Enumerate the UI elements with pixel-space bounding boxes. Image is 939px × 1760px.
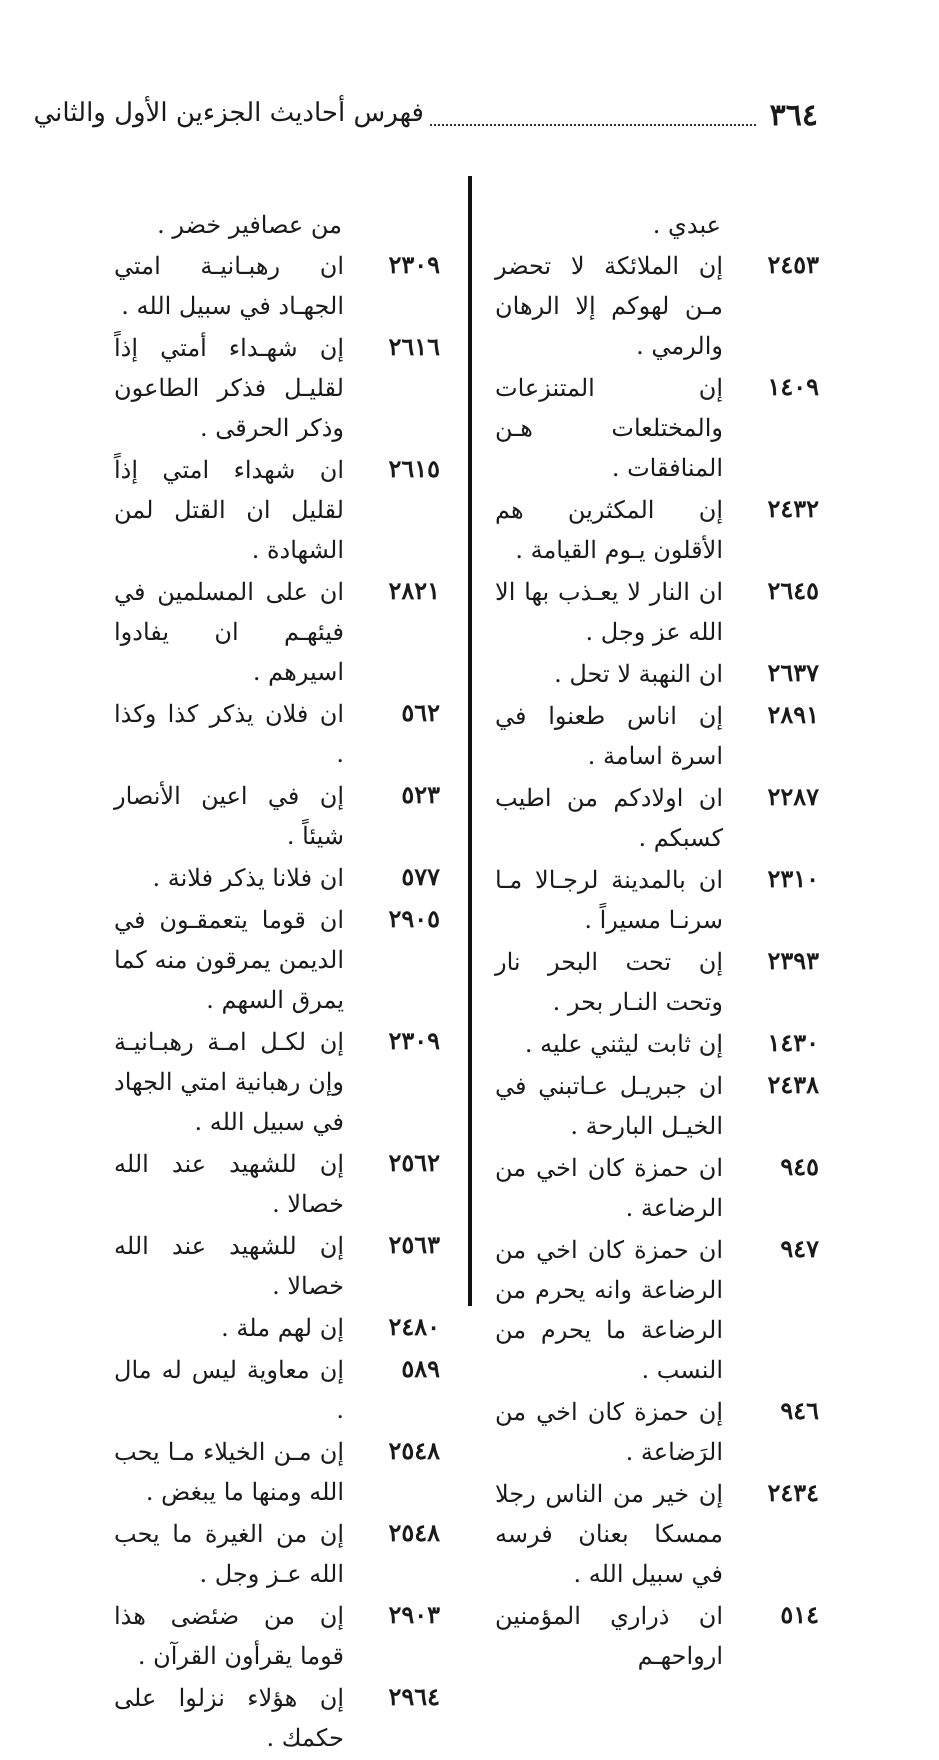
hadith-opening-text: إن اناس طعنوا في اسرة اسامة . xyxy=(495,702,723,770)
hadith-number: ٢٥٦٣ xyxy=(388,1230,440,1259)
index-entry xyxy=(495,572,823,652)
hadith-opening-text: إن المتنزعات والمختلعات هـن المنافقات . xyxy=(495,374,723,482)
index-entry xyxy=(114,858,444,898)
hadith-opening-text: ان النهبة لا تحل . xyxy=(554,660,723,688)
hadith-number: ٢٩٠٥ xyxy=(388,904,440,933)
index-entry xyxy=(114,776,444,856)
hadith-opening-text: إن للشهيد عند الله خصالا . xyxy=(114,1232,344,1300)
right-column xyxy=(495,206,823,1678)
hadith-number: ٢٣٠٩ xyxy=(388,250,440,279)
index-entry xyxy=(114,1678,444,1758)
hadith-opening-text: إن هؤلاء نزلوا على حكمك . xyxy=(114,1684,344,1752)
index-entry xyxy=(495,1066,823,1146)
hadith-number: ٢٤٣٢ xyxy=(767,494,819,523)
hadith-opening-text: ان رهبـانيـة امتي الجهـاد في سبيل الله . xyxy=(114,252,344,320)
index-entry xyxy=(495,1392,823,1472)
index-entry xyxy=(495,490,823,570)
index-entry xyxy=(114,246,444,326)
hadith-number: ٥٦٢ xyxy=(401,698,440,727)
index-entry xyxy=(495,696,823,776)
hadith-opening-text: إن في اعين الأنصار شيئاً . xyxy=(114,782,344,850)
hadith-number: ٢٤٣٨ xyxy=(767,1070,819,1099)
hadith-opening-text: ان على المسلمين في فيئهـم ان يفادوا اسيرهم . xyxy=(114,578,344,686)
index-entry xyxy=(114,450,444,570)
hadith-number: ٥٢٣ xyxy=(401,780,440,809)
hadith-opening-text: ان فلان يذكر كذا وكذا . xyxy=(114,700,344,768)
hadith-number: ٢٥٤٨ xyxy=(388,1436,440,1465)
hadith-opening-text: ان حمزة كان اخي من الرضاعة . xyxy=(495,1154,723,1222)
hadith-number: ٢٦٣٧ xyxy=(767,658,819,687)
hadith-opening-text: إن لكـل امـة رهبـانيـة وإن رهبانية امتي الجهاد في سبيل الله . xyxy=(114,1028,344,1136)
hadith-opening-text: ان بالمدينة لرجـالا مـا سرنـا مسيراً . xyxy=(495,866,723,934)
hadith-number: ٥١٤ xyxy=(780,1600,819,1629)
hadith-number: ٢٩٠٣ xyxy=(388,1600,440,1629)
index-entry xyxy=(495,1596,823,1676)
hadith-opening-text: إن المكثرين هم الأقلون يـوم القيامة . xyxy=(495,496,723,564)
index-entry xyxy=(495,1024,823,1064)
hadith-number: ٢٦٤٥ xyxy=(767,576,819,605)
continuation-line: عبدي . xyxy=(652,211,721,239)
index-entry xyxy=(114,1596,444,1676)
hadith-opening-text: إن من ضئضى هذا قوما يقرأون القرآن . xyxy=(114,1602,344,1670)
index-entry xyxy=(114,1308,444,1348)
index-entry xyxy=(495,778,823,858)
index-entry xyxy=(114,572,444,692)
hadith-opening-text: إن الملائكة لا تحضر مـن لهوكم إلا الرهان والرمي . xyxy=(495,252,723,360)
index-entry xyxy=(114,1432,444,1512)
index-entry xyxy=(114,1144,444,1224)
hadith-opening-text: إن حمزة كان اخي من الرَضاعة . xyxy=(495,1398,723,1466)
hadith-number: ٢٢٨٧ xyxy=(767,782,819,811)
hadith-opening-text: إن ثابت ليثني عليه . xyxy=(524,1030,723,1058)
hadith-number: ٢٩٦٤ xyxy=(388,1682,440,1711)
hadith-number: ٥٧٧ xyxy=(401,862,440,891)
index-entry xyxy=(495,1474,823,1594)
page-header xyxy=(33,98,818,148)
index-entry xyxy=(495,368,823,488)
hadith-number: ٢٥٤٨ xyxy=(388,1518,440,1547)
column-divider xyxy=(468,176,472,1306)
hadith-number: ٥٨٩ xyxy=(401,1354,440,1383)
index-entry xyxy=(114,694,444,774)
hadith-number: ٢٦١٥ xyxy=(388,454,440,483)
hadith-number: ١٤٣٠ xyxy=(767,1028,819,1057)
hadith-number: ٢٤٨٠ xyxy=(388,1312,440,1341)
running-title: فهرس أحاديث الجزءين الأول والثاني xyxy=(33,98,424,128)
index-entry xyxy=(114,1226,444,1306)
hadith-opening-text: ان جبريـل عـاتبني في الخيـل البارحة . xyxy=(495,1072,723,1140)
index-entry xyxy=(495,246,823,366)
hadith-opening-text: ان ذراري المؤمنين ارواحهـم xyxy=(495,1602,723,1670)
hadith-opening-text: إن تحت البحر نار وتحت النـار بحر . xyxy=(495,948,723,1016)
hadith-number: ٢٨٢١ xyxy=(388,576,440,605)
hadith-opening-text: إن للشهيد عند الله خصالا . xyxy=(114,1150,344,1218)
hadith-opening-text: إن لهم ملة . xyxy=(221,1314,344,1342)
hadith-opening-text: ان شهداء امتي إذاً لقليل ان القتل لمن الشهادة . xyxy=(114,456,344,564)
index-entry xyxy=(495,654,823,694)
hadith-opening-text: ان حمزة كان اخي من الرضاعة وانه يحرم من الرضاعة ما يحرم من النسب . xyxy=(495,1236,723,1384)
hadith-opening-text: إن شهـداء أمتي إذاً لقليـل فذكر الطاعون وذكر الحرقى . xyxy=(114,334,344,442)
index-entry xyxy=(495,1230,823,1390)
continuation-line: من عصافير خضر . xyxy=(157,211,342,239)
hadith-number: ٢٤٣٤ xyxy=(767,1478,819,1507)
index-entry xyxy=(114,1022,444,1142)
index-entry xyxy=(495,1148,823,1228)
hadith-opening-text: إن من الغيرة ما يحب الله عـز وجل . xyxy=(114,1520,344,1588)
index-entry xyxy=(495,860,823,940)
hadith-number: ٢٣٠٩ xyxy=(388,1026,440,1055)
hadith-number: ٢٤٥٣ xyxy=(767,250,819,279)
hadith-opening-text: إن خير من الناس رجلا ممسكا بعنان فرسه في سبيل الله . xyxy=(495,1480,723,1588)
hadith-opening-text: ان قوما يتعمقـون في الديمن يمرقون منه كما يمرق السهم . xyxy=(114,906,344,1014)
hadith-opening-text: ان اولادكم من اطيب كسبكم . xyxy=(495,784,723,852)
index-entry xyxy=(114,900,444,1020)
hadith-number: ٢٨٩١ xyxy=(767,700,819,729)
hadith-opening-text: إن معاوية ليس له مال . xyxy=(114,1356,344,1424)
hadith-number: ٢٥٦٢ xyxy=(388,1148,440,1177)
hadith-number: ٩٤٥ xyxy=(780,1152,819,1181)
index-entry xyxy=(114,328,444,448)
hadith-opening-text: إن مـن الخيلاء مـا يحب الله ومنها ما يبغض . xyxy=(114,1438,344,1506)
index-entry xyxy=(114,1350,444,1430)
hadith-opening-text: ان النار لا يعـذب بها الا الله عز وجل . xyxy=(495,578,723,646)
hadith-number: ٢٦١٦ xyxy=(388,332,440,361)
header-dotted-leader xyxy=(430,124,756,126)
hadith-number: ١٤٠٩ xyxy=(767,372,819,401)
page-number: ٣٦٤ xyxy=(769,98,818,133)
hadith-number: ٢٣٩٣ xyxy=(767,946,819,975)
hadith-number: ٩٤٧ xyxy=(780,1234,819,1263)
hadith-number: ٢٣١٠ xyxy=(767,864,819,893)
hadith-number: ٩٤٦ xyxy=(780,1396,819,1425)
index-entry xyxy=(495,942,823,1022)
index-entry xyxy=(114,1514,444,1594)
left-column xyxy=(114,206,444,1760)
hadith-opening-text: ان فلانا يذكر فلانة . xyxy=(152,864,344,892)
